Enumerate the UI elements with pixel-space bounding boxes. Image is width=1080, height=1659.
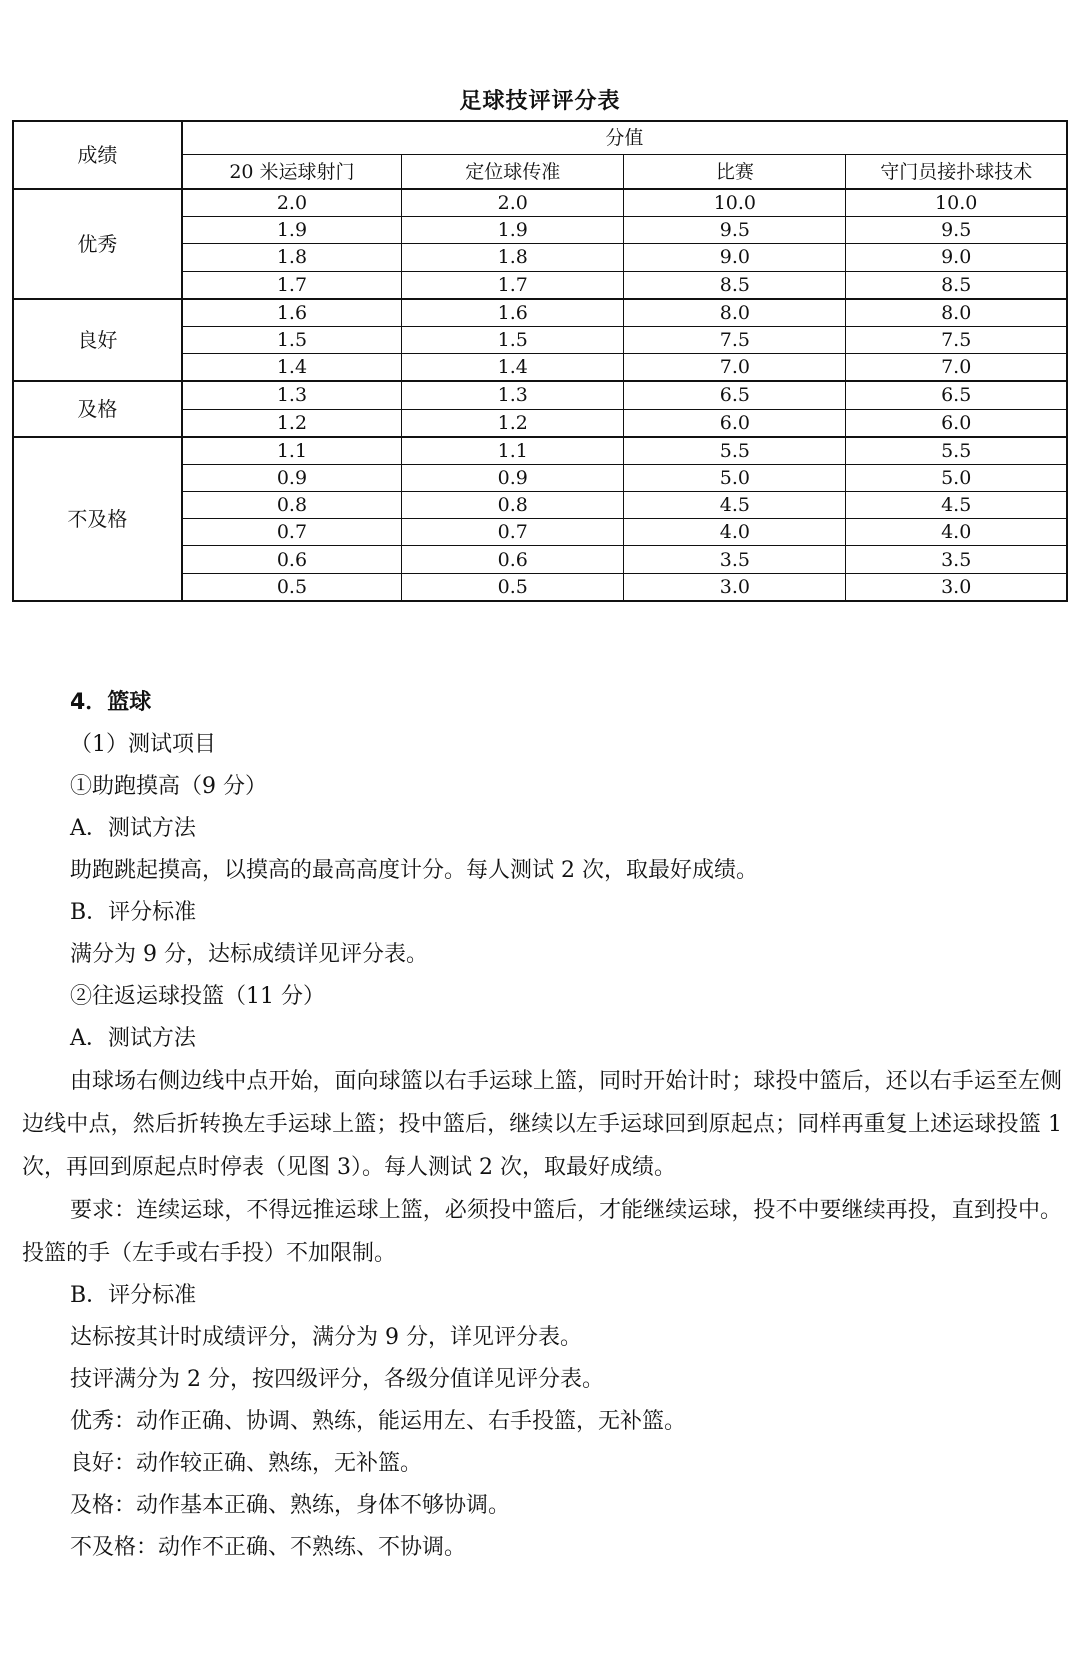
score-cell: 1.3	[182, 381, 402, 409]
score-cell: 5.5	[846, 437, 1067, 465]
score-cell: 0.6	[402, 546, 624, 573]
item1-score-heading: B．评分标准	[70, 900, 197, 925]
item2-score-1: 达标按其计时成绩评分，满分为 9 分，详见评分表。	[70, 1325, 582, 1350]
table-title: 足球技评评分表	[459, 89, 621, 114]
score-cell: 1.6	[402, 299, 624, 327]
level-pass: 及格：动作基本正确、熟练，身体不够协调。	[70, 1493, 511, 1518]
score-cell: 1.2	[182, 409, 402, 437]
score-cell: 3.5	[624, 546, 846, 573]
score-cell: 5.0	[624, 464, 846, 491]
score-cell: 0.6	[182, 546, 402, 573]
table-row	[13, 381, 1067, 409]
score-cell: 1.7	[402, 271, 624, 299]
header-grade: 成绩	[13, 121, 182, 189]
level-good: 良好：动作较正确、熟练，无补篮。	[70, 1451, 423, 1476]
grade-label: 良好	[13, 299, 182, 382]
score-cell: 10.0	[846, 189, 1067, 217]
score-cell: 3.0	[624, 573, 846, 601]
column-header: 20 米运球射门	[182, 155, 402, 190]
item2-score-heading: B．评分标准	[70, 1283, 197, 1308]
item1-score: 满分为 9 分，达标成绩详见评分表。	[70, 942, 428, 967]
score-cell: 3.5	[846, 546, 1067, 573]
score-cell: 7.5	[624, 326, 846, 353]
score-cell: 0.5	[182, 573, 402, 601]
score-cell: 1.4	[182, 354, 402, 382]
score-cell: 0.8	[402, 492, 624, 519]
test-items-heading: （1）测试项目	[70, 732, 216, 757]
item2-method: 由球场右侧边线中点开始，面向球篮以右手运球上篮，同时开始计时；球投中篮后，还以右手运至左侧边线中点，然后折转换左手运球上篮；投中篮后，继续以左手运球回到原起点；同样再重复上述运球投篮 1 次，再回到原起点时停表（见图 3）。每人测试 2 次，取最好成绩。	[22, 1069, 1062, 1180]
score-cell: 1.3	[402, 381, 624, 409]
score-cell: 1.6	[182, 299, 402, 327]
column-header: 守门员接扑球技术	[846, 155, 1067, 190]
level-excellent: 优秀：动作正确、协调、熟练，能运用左、右手投篮，无补篮。	[70, 1409, 687, 1434]
score-cell: 1.5	[182, 326, 402, 353]
score-cell: 8.5	[624, 271, 846, 299]
score-cell: 5.5	[624, 437, 846, 465]
item2-method-heading: A．测试方法	[70, 1026, 196, 1051]
basketball-section	[22, 682, 1062, 1569]
score-cell: 1.5	[402, 326, 624, 353]
score-cell: 9.0	[624, 244, 846, 271]
score-cell: 1.7	[182, 271, 402, 299]
score-cell: 5.0	[846, 464, 1067, 491]
table-row	[13, 437, 1067, 465]
score-cell: 0.9	[402, 464, 624, 491]
score-cell: 4.0	[846, 519, 1067, 546]
item1-title: ①助跑摸高（9 分）	[70, 774, 267, 799]
score-cell: 8.0	[846, 299, 1067, 327]
header-score-group: 分值	[182, 121, 1067, 155]
score-cell: 0.7	[402, 519, 624, 546]
score-cell: 1.8	[182, 244, 402, 271]
score-cell: 6.5	[846, 381, 1067, 409]
score-cell: 8.0	[624, 299, 846, 327]
score-cell: 6.0	[846, 409, 1067, 437]
score-cell: 1.9	[182, 217, 402, 244]
score-cell: 9.5	[624, 217, 846, 244]
item2-requirement: 要求：连续运球，不得远推运球上篮，必须投中篮后，才能继续运球，投不中要继续再投，直到投中。投篮的手（左手或右手投）不加限制。	[22, 1198, 1062, 1266]
score-cell: 7.0	[846, 354, 1067, 382]
score-cell: 10.0	[624, 189, 846, 217]
score-cell: 2.0	[402, 189, 624, 217]
score-cell: 1.8	[402, 244, 624, 271]
score-cell: 6.5	[624, 381, 846, 409]
score-cell: 1.9	[402, 217, 624, 244]
table-row	[13, 299, 1067, 327]
score-cell: 1.2	[402, 409, 624, 437]
section-title: 4．篮球	[70, 690, 152, 715]
score-cell: 7.5	[846, 326, 1067, 353]
score-cell: 1.1	[402, 437, 624, 465]
score-cell: 0.7	[182, 519, 402, 546]
score-cell: 9.0	[846, 244, 1067, 271]
table-row	[13, 189, 1067, 217]
score-cell: 6.0	[624, 409, 846, 437]
score-cell: 0.5	[402, 573, 624, 601]
score-cell: 2.0	[182, 189, 402, 217]
item2-title: ②往返运球投篮（11 分）	[70, 984, 325, 1009]
score-cell: 8.5	[846, 271, 1067, 299]
item2-score-2: 技评满分为 2 分，按四级评分，各级分值详见评分表。	[70, 1367, 604, 1392]
football-score-table	[12, 120, 1068, 602]
score-cell: 1.4	[402, 354, 624, 382]
score-cell: 0.8	[182, 492, 402, 519]
level-fail: 不及格：动作不正确、不熟练、不协调。	[70, 1535, 467, 1560]
score-cell: 7.0	[624, 354, 846, 382]
item1-method: 助跑跳起摸高，以摸高的最高高度计分。每人测试 2 次，取最好成绩。	[70, 858, 758, 883]
score-cell: 4.5	[624, 492, 846, 519]
score-cell: 1.1	[182, 437, 402, 465]
column-header: 比赛	[624, 155, 846, 190]
grade-label: 优秀	[13, 189, 182, 299]
grade-label: 不及格	[13, 437, 182, 601]
item1-method-heading: A．测试方法	[70, 816, 196, 841]
column-header: 定位球传准	[402, 155, 624, 190]
score-cell: 4.5	[846, 492, 1067, 519]
score-cell: 4.0	[624, 519, 846, 546]
grade-label: 及格	[13, 381, 182, 436]
score-cell: 3.0	[846, 573, 1067, 601]
score-cell: 0.9	[182, 464, 402, 491]
score-cell: 9.5	[846, 217, 1067, 244]
